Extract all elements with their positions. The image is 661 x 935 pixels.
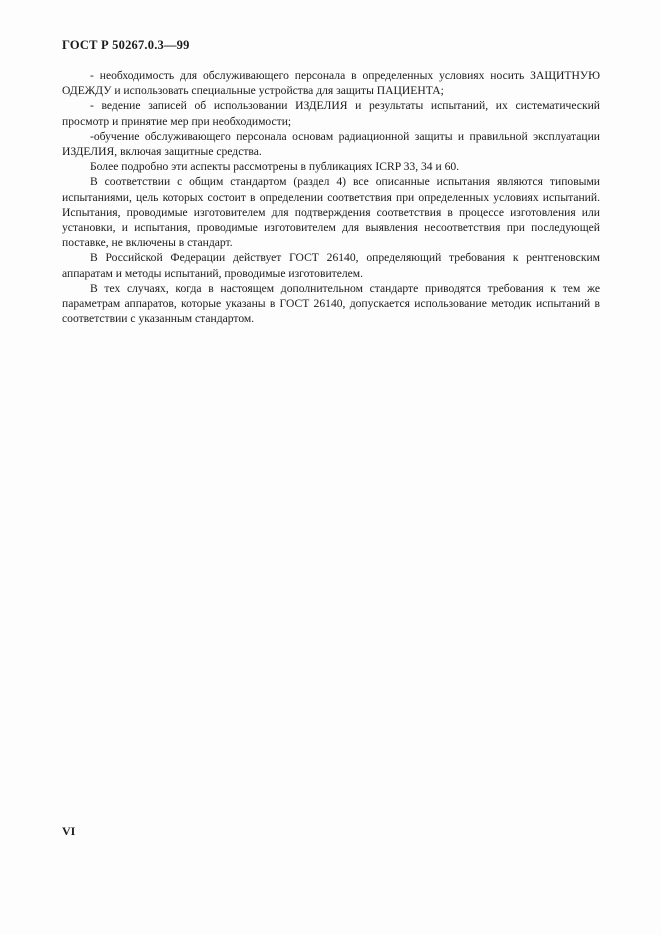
paragraph-type-tests: В соответствии с общим стандартом (раздел 4) все описанные испытания являются типовыми испытаниями, цель которых состоит в определении соответствия при определенных условиях испытаний. Испытания, проводимые изготовителем для подтверждения соответствия в процессе изготовления или установки, и испытания, проводимые изготовителем для выявления несоответствия при последующей поставке, не включены в стандарт. bbox=[62, 175, 600, 250]
body-text bbox=[62, 68, 600, 326]
page-number: VI bbox=[62, 824, 76, 838]
paragraph-gost-26140-methods: В тех случаях, когда в настоящем дополнительном стандарте приводятся требования к тем же параметрам аппаратов, которые указаны в ГОСТ 26140, допускается использование методик испытаний в соответствии с указанным стандартом. bbox=[62, 281, 600, 326]
paragraph-training: -обучение обслуживающего персонала основам радиационной защиты и правильной эксплуатации ИЗДЕЛИЯ, включая защитные средства. bbox=[62, 129, 600, 159]
paragraph-icrp-reference: Более подробно эти аспекты рассмотрены в публикациях ICRP 33, 34 и 60. bbox=[90, 160, 460, 174]
paragraph-russian-federation: В Российской Федерации действует ГОСТ 26140, определяющий требования к рентгеновским аппаратам и методы испытаний, проводимые изготовителем. bbox=[62, 251, 600, 280]
paragraph-records: - ведение записей об использовании ИЗДЕЛИЯ и результаты испытаний, их систематический просмотр и принятие мер при необходимости; bbox=[62, 99, 600, 128]
paragraph-protective-clothing: - необходимость для обслуживающего персонала в определенных условиях носить ЗАЩИТНУЮ ОДЕЖДУ и использовать специальные устройства для защиты ПАЦИЕНТА; bbox=[62, 69, 600, 98]
standard-code-header: ГОСТ Р 50267.0.3—99 bbox=[62, 38, 190, 52]
